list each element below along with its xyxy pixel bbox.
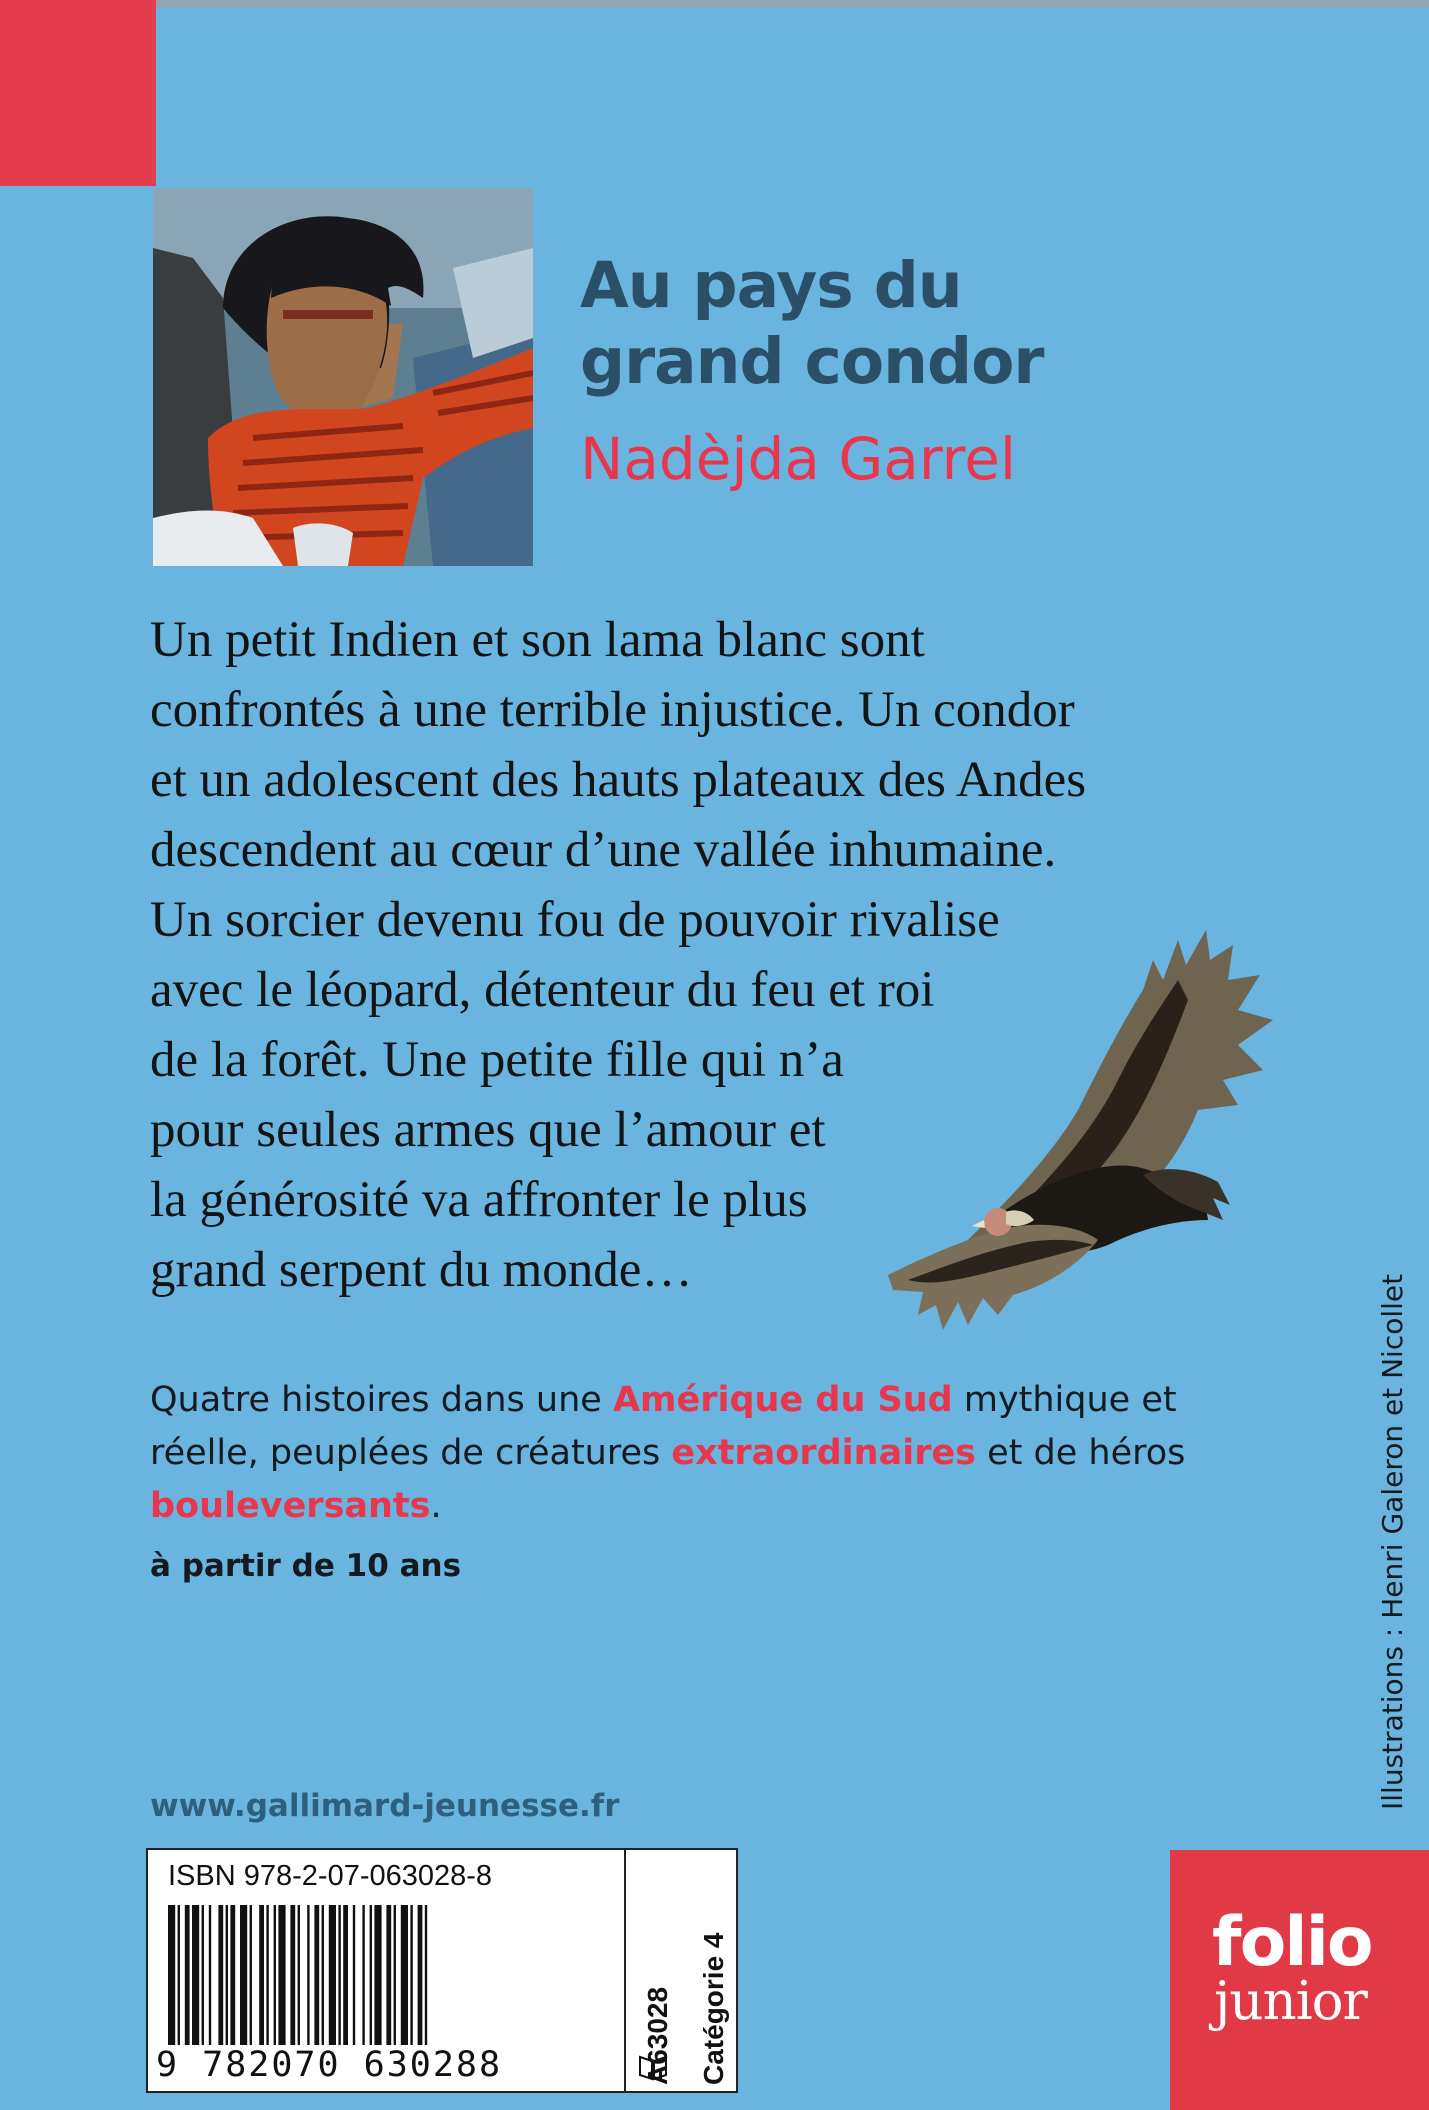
barcode-bar [314, 1905, 319, 2045]
promo-part-4: . [430, 1486, 442, 1526]
scan-edge [0, 0, 1429, 8]
barcode-bar [401, 1905, 408, 2045]
barcode-bars [168, 1905, 608, 2045]
illustration-credit: Illustrations : Henri Galeron et Nicollet [1376, 1273, 1409, 1810]
book-icon [636, 2049, 670, 2083]
barcode-bar [418, 1905, 423, 2045]
logo-junior: junior [1214, 1971, 1367, 2032]
barcode-bar [202, 1905, 204, 2045]
promo-highlight-1: Amérique du Sud [612, 1380, 953, 1420]
barcode-bar [259, 1905, 264, 2045]
barcode-bar [192, 1905, 199, 2045]
barcode-bar [250, 1905, 252, 2045]
barcode-bar [370, 1905, 372, 2045]
barcode-bar [226, 1905, 228, 2045]
barcode-bar [230, 1905, 235, 2045]
barcode-bar [386, 1905, 391, 2045]
barcode-bar [343, 1905, 348, 2045]
website-link[interactable]: www.gallimard-jeunesse.fr [150, 1788, 620, 1824]
barcode-bar [322, 1905, 324, 2045]
credit-container [1373, 1230, 1429, 1810]
barcode-bar [374, 1905, 381, 2045]
logo-folio: folio [1212, 1903, 1372, 1982]
title-line-2: grand condor [580, 325, 1044, 398]
barcode-bar [278, 1905, 285, 2045]
barcode-bar [394, 1905, 396, 2045]
barcode-bar [274, 1905, 276, 2045]
barcode-bar [266, 1905, 268, 2045]
author-name: Nadèjda Garrel [580, 425, 1017, 493]
barcode-bar [307, 1905, 309, 2045]
barcode-bar [329, 1905, 336, 2045]
promo-highlight-3: bouleversants [150, 1486, 431, 1526]
barcode-bar [218, 1905, 223, 2045]
barcode-panel [146, 1848, 626, 2093]
barcode-bar [425, 1905, 427, 2045]
reference-code: A63028 [642, 1986, 673, 2085]
red-corner-block [0, 0, 156, 186]
promo-part-1: Quatre histoires dans une [150, 1380, 613, 1420]
ean-digits: 9 782070 630288 [156, 2045, 503, 2085]
reference-panel [626, 1848, 684, 2093]
barcode-bar [353, 1905, 355, 2045]
barcode-bar [410, 1905, 412, 2045]
barcode-bar [338, 1905, 340, 2045]
barcode-bar [362, 1905, 364, 2045]
condor-illustration [888, 920, 1283, 1340]
promo-part-3: et de héros [976, 1433, 1186, 1473]
promo-highlight-2: extraordinaires [671, 1433, 977, 1473]
promo-part-2: mythique et réelle, peuplées de créatures [150, 1380, 1177, 1473]
barcode-bar [168, 1905, 175, 2045]
promo-text [150, 1374, 1280, 1533]
folio-junior-logo [1170, 1850, 1429, 2110]
barcode-bar [178, 1905, 180, 2045]
portrait-illustration [153, 188, 533, 566]
category-label: Catégorie 4 [698, 1932, 729, 2085]
title-line-1: Au pays du [580, 249, 962, 322]
barcode-bar [298, 1905, 300, 2045]
age-range: à partir de 10 ans [150, 1548, 462, 1584]
barcode-bar [290, 1905, 295, 2045]
category-panel [682, 1848, 738, 2093]
book-title [580, 248, 1043, 400]
isbn-number: ISBN 978-2-07-063028-8 [168, 1860, 493, 1892]
barcode-bar [185, 1905, 190, 2045]
barcode-bar [209, 1905, 211, 2045]
blurb-text: Un petit Indien et son lama blanc sont confrontés à une terrible injustice. Un condor et un adolescent des hauts plateaux des Andes descendent au cœur d’une vallée inhumaine. Un sorcier devenu fou de pouvoir rivalise avec le léopard, détenteur du feu et roi de la forêt. Une petite fille qui n’a pour seules armes que l’amour et la générosité va affronter le plus grand serpent du monde… [150, 612, 1087, 1298]
barcode-bar [240, 1905, 247, 2045]
